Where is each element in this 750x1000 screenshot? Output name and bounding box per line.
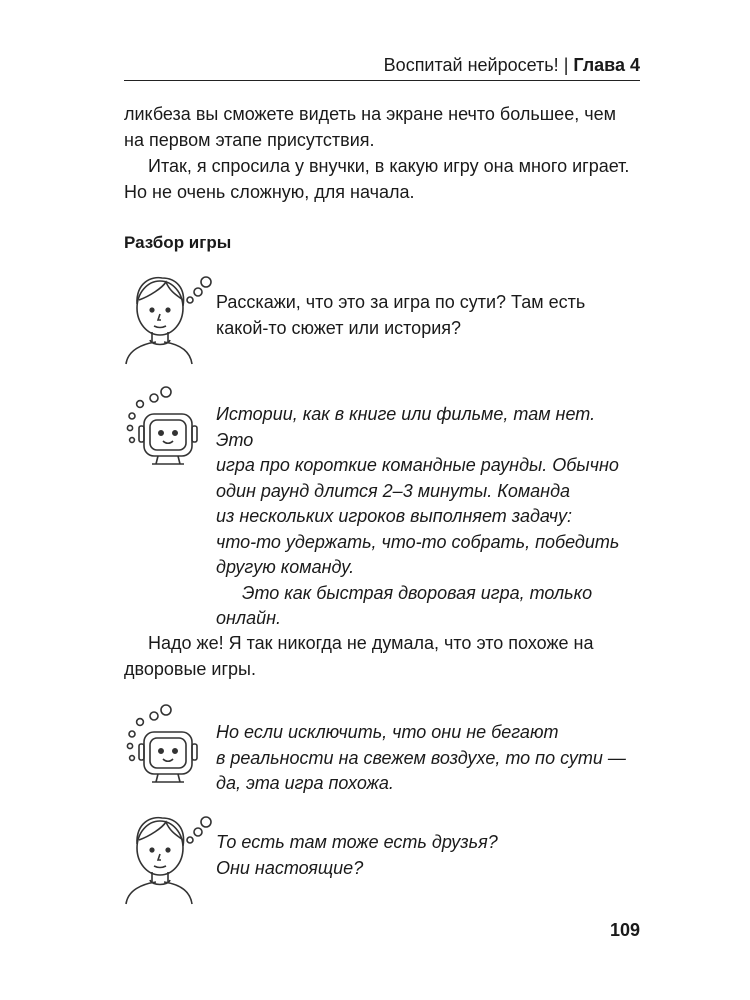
dialog-line: Они настоящие? bbox=[216, 857, 364, 878]
section-heading: Разбор игры bbox=[124, 233, 232, 252]
dialog-robot-2 bbox=[216, 720, 636, 797]
dialog-line: онлайн. bbox=[216, 608, 281, 628]
dialog-line: Это как быстрая дворовая игра, только bbox=[242, 582, 593, 603]
narration-paragraph: Надо же! Я так никогда не думала, что это похоже на дворовые игры. bbox=[124, 633, 594, 679]
paragraph-2: Итак, я спросила у внучки, в какую игру она много играет. Но не очень сложную, для начала. bbox=[124, 156, 630, 202]
dialog-line: один раунд длится 2–3 минуты. Команда bbox=[216, 480, 571, 501]
dialog-line: какой-то сюжет или история? bbox=[216, 317, 462, 338]
dialog-line: Расскажи, что это за игра по сути? Там есть bbox=[216, 292, 586, 312]
header-rule bbox=[124, 80, 640, 81]
dialog-person-1 bbox=[216, 290, 636, 341]
dialog-line: Истории, как в книге или фильме, там нет. Это bbox=[216, 404, 596, 450]
header-separator: | bbox=[563, 55, 569, 75]
dialog-line: да, эта игра похожа. bbox=[216, 773, 394, 793]
dialog-line: другую команду. bbox=[216, 557, 355, 577]
dialog-line: из нескольких игроков выполняет задачу: bbox=[216, 506, 573, 526]
robot-icon bbox=[124, 386, 210, 470]
robot-icon bbox=[124, 704, 210, 788]
dialog-robot-1 bbox=[216, 402, 636, 632]
running-header bbox=[124, 52, 640, 78]
person-icon bbox=[122, 810, 212, 906]
dialog-person-2 bbox=[216, 830, 636, 881]
page-number: 109 bbox=[609, 920, 640, 940]
person-icon bbox=[122, 270, 212, 366]
dialog-line: игра про короткие командные раунды. Обычно bbox=[216, 455, 619, 475]
book-title: Воспитай нейросеть! bbox=[383, 55, 559, 75]
dialog-line: что-то удержать, что-то собрать, победить bbox=[216, 531, 620, 552]
dialog-line: То есть там тоже есть друзья? bbox=[216, 832, 498, 852]
chapter-label: Глава 4 bbox=[573, 55, 640, 75]
dialog-line: в реальности на свежем воздухе, то по сути — bbox=[216, 747, 626, 768]
dialog-line: Но если исключить, что они не бегают bbox=[216, 722, 559, 742]
paragraph-1: ликбеза вы сможете видеть на экране нечто большее, чем на первом этапе присутствия. bbox=[124, 104, 616, 150]
